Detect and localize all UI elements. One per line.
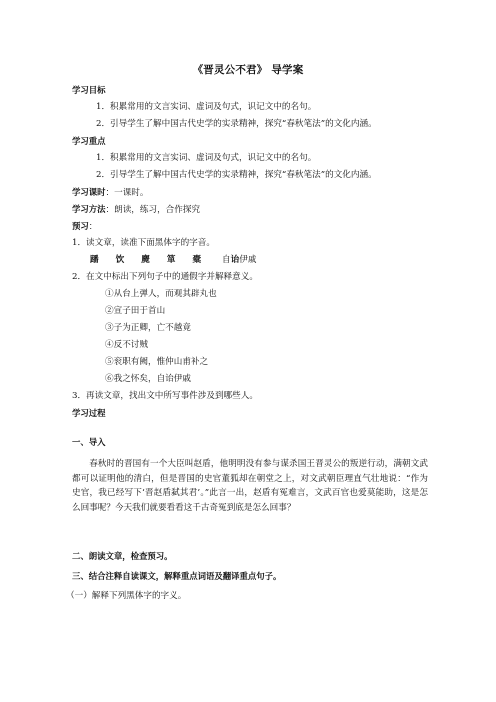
objectives-heading: 学习目标 (72, 85, 106, 95)
tongjia-sentence: ⑤衮职有阙，惟仲山甫补之 (105, 357, 209, 367)
phrase-post: 伊戚 (239, 255, 257, 265)
bold-char: 饮 (115, 255, 125, 265)
tongjia-sentence: ①从台上弹人，而观其辟丸也 (105, 289, 217, 299)
page-title: 《晋灵公不君》 导学案 (192, 64, 304, 76)
preview-question-1: 1．读文章，读准下面黑体字的字音。 (72, 238, 215, 248)
tongjia-sentence: ④反不讨贼 (105, 340, 148, 350)
bold-char: 蹯 (90, 255, 99, 265)
intro-paragraph: 春秋时的晋国有一个大臣叫赵盾，他明明没有参与谋杀国王晋灵公的叛逆行动，满朝文武都可以证明他的清白，但是晋国的史官董狐却在朝堂之上，对文武朝臣理直气壮地说：“作为史官，我已经写下‘晋赵盾弑其君’。”此言一出，赵盾有冤难言，文武百官也爱莫能助，这是怎么回事呢？今天我们就要看看这千古奇冤到底是怎么回事？ (72, 459, 428, 513)
section-1-heading: 一、导入 (72, 437, 106, 447)
preview-colon: ： (88, 222, 98, 232)
key-point-item: 2．引导学生了解中国古代史学的实录精神，探究“春秋笔法”的文化内涵。 (96, 170, 377, 180)
phrase (222, 254, 256, 266)
hours-value: ：一课时。 (105, 188, 149, 198)
methods-label: 学习方法 (72, 204, 106, 214)
preview-heading-line (72, 220, 97, 233)
objective-item: 1．积累常用的文言实词、虚词及句式，识记文中的名句。 (96, 102, 317, 112)
key-point-item: 1．积累常用的文言实词、虚词及句式，识记文中的名句。 (96, 153, 317, 163)
section-3-heading: 三、结合注释自读课文，解释重点词语及翻译重点句子。 (72, 571, 282, 581)
preview-heading: 预习 (72, 221, 89, 231)
objective-item: 2．引导学生了解中国古代史学的实录精神，探究“春秋笔法”的文化内涵。 (96, 119, 377, 129)
phrase-pre: 自 (222, 255, 231, 265)
key-points-heading: 学习重点 (72, 136, 106, 146)
process-heading: 学习过程 (72, 408, 106, 418)
tongjia-sentence: ②宣子田于首山 (105, 306, 166, 316)
section-2-heading: 二、朗读文章，检查预习。 (72, 551, 173, 561)
bold-char: 箪 (166, 255, 176, 265)
hours-label: 学习课时 (72, 187, 106, 197)
preview-question-2: 2．在文中标出下列句子中的通假字并解释意义。 (72, 272, 258, 282)
methods-value: ：朗读，练习，合作探究 (105, 205, 201, 215)
section-3-subheading: （一）解释下列黑体字的字义。 (66, 591, 187, 601)
tongjia-sentence: ③子为正卿，亡不越竟 (105, 323, 191, 333)
tongjia-sentence: ⑥我之怀矣，自诒伊戚 (105, 374, 191, 384)
methods-line (72, 203, 200, 216)
pronunciation-chars (90, 254, 256, 266)
preview-question-3: 3．再读文章，找出文中所写事件涉及到哪些人。 (72, 391, 258, 401)
bold-char: 麑 (141, 255, 150, 265)
bold-char: 橐 (192, 255, 202, 265)
phrase-bold-char: 诒 (230, 255, 240, 265)
hours-line (72, 186, 148, 199)
